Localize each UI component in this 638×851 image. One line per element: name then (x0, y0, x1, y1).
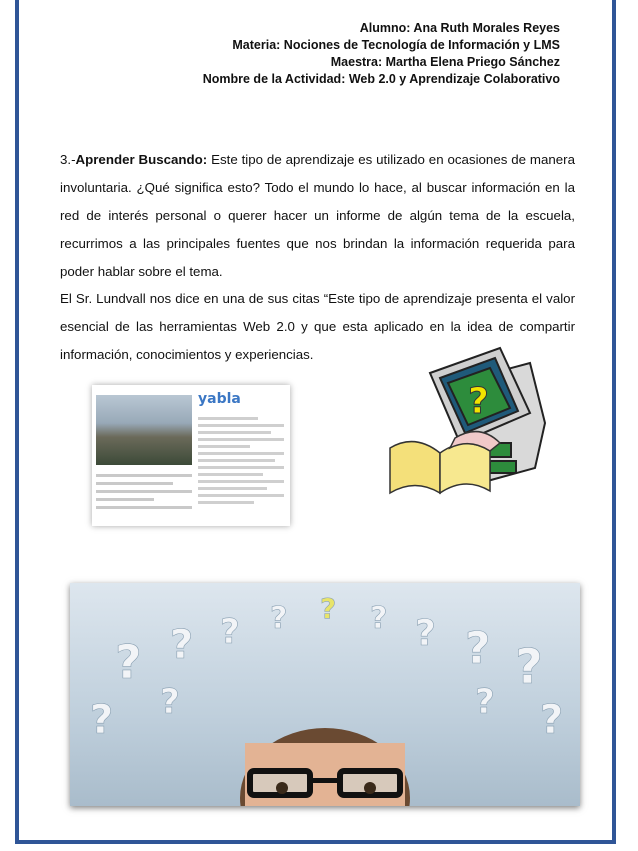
activity-line: Nombre de la Actividad: Web 2.0 y Aprendizaje Colaborativo (202, 72, 560, 86)
student-line: Alumno: Ana Ruth Morales Reyes (359, 21, 560, 35)
svg-text:?: ? (515, 639, 543, 695)
svg-text:?: ? (220, 612, 240, 652)
svg-text:?: ? (415, 613, 436, 654)
svg-text:?: ? (270, 601, 288, 636)
svg-text:?: ? (320, 592, 337, 625)
svg-text:?: ? (465, 623, 491, 674)
book-icon (390, 432, 500, 493)
svg-text:?: ? (475, 682, 495, 722)
sidebar-lines (198, 413, 284, 521)
paragraph-aprender-buscando (60, 146, 575, 286)
man-head (240, 728, 410, 806)
website-screenshot-image (92, 385, 290, 526)
section-title: Aprender Buscando: (75, 152, 208, 167)
man-with-question-marks-image (70, 583, 580, 806)
paragraph-1-text: Este tipo de aprendizaje es utilizado en ocasiones de manera involuntaria. ¿Qué significa esto? Todo el mundo lo hace, al buscar información en la red de interés personal o querer hacer un informe de algún tema de la escuela, recurrimos a las principales fuentes que nos brindan la información requerida para poder hablar sobre el tema. (60, 152, 575, 279)
caption-lines (96, 469, 192, 521)
svg-text:?: ? (170, 622, 194, 668)
video-thumbnail (96, 395, 192, 465)
svg-text:?: ? (90, 697, 114, 743)
section-number: 3.- (60, 152, 76, 167)
document-header (203, 20, 560, 88)
svg-text:?: ? (370, 601, 388, 636)
svg-text:?: ? (540, 697, 564, 743)
svg-text:?: ? (468, 381, 489, 422)
site-logo: yabla (198, 391, 241, 407)
subject-line: Materia: Nociones de Tecnología de Información y LMS (232, 38, 560, 52)
teacher-line: Maestra: Martha Elena Priego Sánchez (330, 55, 560, 69)
question-marks (90, 592, 563, 743)
svg-text:?: ? (160, 682, 180, 722)
computer-question-clipart (360, 343, 560, 503)
paragraph-lundvall-quote: El Sr. Lundvall nos dice en una de sus citas “Este tipo de aprendizaje presenta el valor esencial de las herramientas Web 2.0 y que esta aplicado en la idea de compartir información, conocimientos y experiencias. (60, 291, 575, 362)
svg-text:?: ? (115, 635, 142, 689)
